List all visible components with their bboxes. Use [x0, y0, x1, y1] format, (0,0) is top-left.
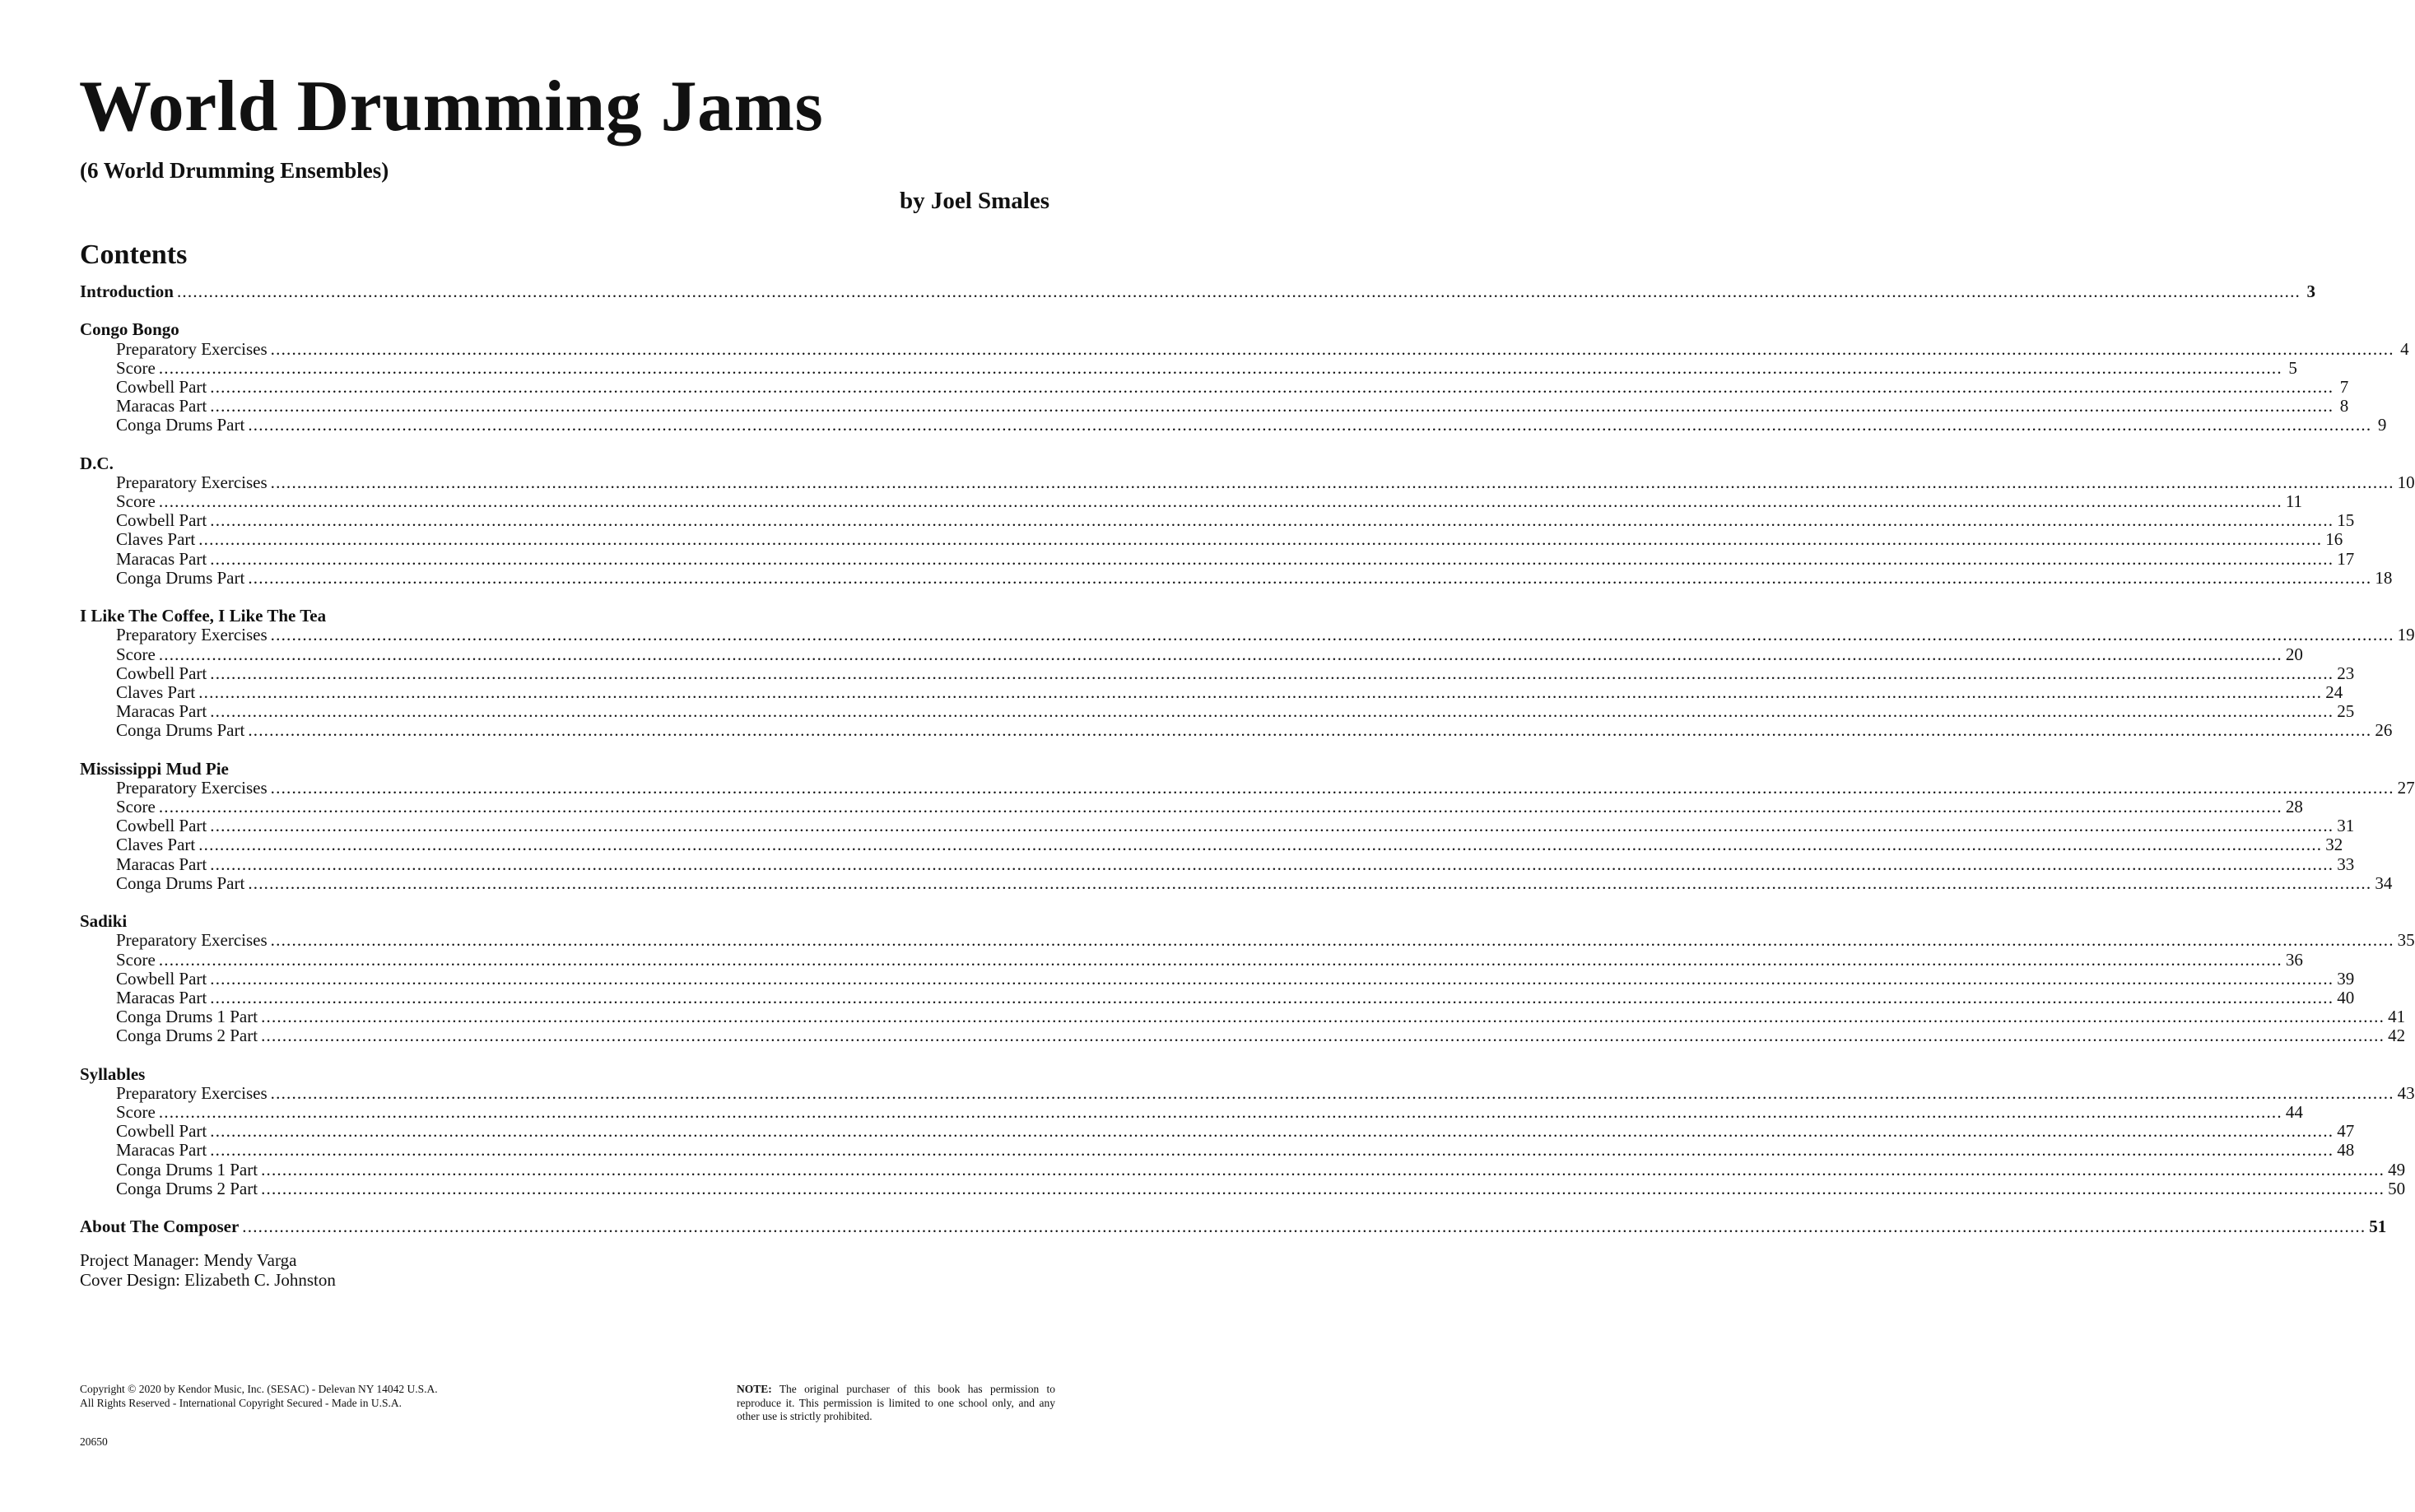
toc-entry-page: 17 — [2337, 548, 2355, 569]
toc-entry-page: 50 — [2388, 1178, 2406, 1198]
toc-leader-dots: ................................................................................................................................................................................................................................................................................................................................................................................................................ — [210, 854, 2334, 874]
toc-entry — [80, 1082, 2415, 1103]
toc-entry-label: Score — [116, 491, 156, 512]
toc-entry-label: Preparatory Exercises — [116, 338, 268, 359]
toc-entry — [80, 529, 2343, 550]
catalog-number: 20650 — [80, 1435, 108, 1448]
reproduction-note — [737, 1383, 1055, 1424]
toc-leader-dots: ................................................................................................................................................................................................................................................................................................................................................................................................................ — [210, 548, 2334, 569]
toc-entry-page: 36 — [2285, 949, 2303, 970]
toc-entry-page: 16 — [2325, 529, 2343, 550]
toc-leader-dots: ................................................................................................................................................................................................................................................................................................................................................................................................................ — [210, 1121, 2334, 1142]
toc-entry — [80, 338, 2409, 359]
toc-entry — [80, 1007, 2406, 1027]
toc-entry — [80, 987, 2355, 1007]
toc-entry — [80, 396, 2349, 416]
toc-leader-dots: ................................................................................................................................................................................................................................................................................................................................................................................................................ — [242, 1217, 2366, 1237]
toc-section-title: I Like The Coffee, I Like The Tea — [80, 606, 327, 626]
toc-leader-dots: ................................................................................................................................................................................................................................................................................................................................................................................................................ — [176, 281, 2301, 301]
page-title: World Drumming Jams — [79, 67, 824, 147]
toc-entry-page: 4 — [2400, 338, 2409, 359]
toc-entry-page: 43 — [2397, 1082, 2415, 1103]
note-label: NOTE: — [737, 1383, 772, 1395]
toc-entry — [80, 930, 2415, 951]
toc-entry-page: 19 — [2397, 625, 2415, 645]
toc-entry-label: Cowbell Part — [116, 1121, 207, 1142]
toc-entry-label: Preparatory Exercises — [116, 930, 268, 951]
toc-leader-dots: ................................................................................................................................................................................................................................................................................................................................................................................................................ — [210, 987, 2334, 1007]
toc-entry — [80, 548, 2355, 569]
toc-entry-page: 7 — [2339, 376, 2349, 397]
toc-entry-page: 34 — [2375, 872, 2393, 893]
toc-entry-label: Conga Drums 2 Part — [116, 1178, 258, 1198]
contents-heading: Contents — [80, 240, 188, 270]
toc-entry-label: Cowbell Part — [116, 376, 207, 397]
toc-entry-page: 20 — [2285, 644, 2303, 664]
toc-leader-dots: ................................................................................................................................................................................................................................................................................................................................................................................................................ — [158, 644, 2282, 664]
toc-entry — [80, 720, 2393, 741]
toc-entry-page: 40 — [2337, 987, 2355, 1007]
toc-entry-label: Preparatory Exercises — [116, 777, 268, 798]
toc-leader-dots: ................................................................................................................................................................................................................................................................................................................................................................................................................ — [270, 1082, 2394, 1103]
toc-leader-dots: ................................................................................................................................................................................................................................................................................................................................................................................................................ — [210, 701, 2334, 722]
toc-leader-dots: ................................................................................................................................................................................................................................................................................................................................................................................................................ — [270, 625, 2394, 645]
toc-entry — [80, 797, 2303, 817]
toc-entry-label: Introduction — [80, 281, 174, 301]
toc-leader-dots: ................................................................................................................................................................................................................................................................................................................................................................................................................ — [158, 491, 2282, 512]
toc-entry — [80, 701, 2355, 722]
toc-entry-page: 33 — [2337, 854, 2355, 874]
toc-entry-page: 10 — [2397, 472, 2415, 492]
toc-entry-label: Claves Part — [116, 835, 196, 855]
toc-entry-page: 18 — [2375, 567, 2393, 588]
toc-entry-label: Maracas Part — [116, 1140, 207, 1161]
toc-entry-label: Conga Drums Part — [116, 567, 245, 588]
toc-section — [80, 1063, 2415, 1198]
toc-entry — [80, 872, 2393, 893]
toc-entry — [80, 357, 2297, 378]
toc-entry-label: Conga Drums Part — [116, 872, 245, 893]
toc-entry-page: 28 — [2285, 797, 2303, 817]
toc-leader-dots: ................................................................................................................................................................................................................................................................................................................................................................................................................ — [210, 510, 2334, 531]
toc-section-title: Mississippi Mud Pie — [80, 758, 229, 779]
toc-section — [80, 758, 2415, 893]
toc-entry — [80, 415, 2387, 435]
toc-entry-page: 42 — [2388, 1026, 2406, 1046]
toc-entry-label: About The Composer — [80, 1217, 240, 1237]
toc-section-title: Congo Bongo — [80, 319, 179, 340]
author-byline: by Joel Smales — [899, 188, 1049, 214]
toc-section-title: Syllables — [80, 1063, 146, 1084]
toc-section — [80, 453, 2415, 588]
toc-section-title: Sadiki — [80, 911, 128, 932]
toc-sections — [80, 319, 2415, 1198]
toc-leader-dots: ................................................................................................................................................................................................................................................................................................................................................................................................................ — [158, 357, 2282, 378]
toc-entry-label: Score — [116, 644, 156, 664]
toc-entry-label: Maracas Part — [116, 701, 207, 722]
toc-entry-label: Score — [116, 1102, 156, 1123]
toc-entry-page: 5 — [2288, 357, 2297, 378]
toc-entry-page: 23 — [2337, 663, 2355, 683]
toc-leader-dots: ................................................................................................................................................................................................................................................................................................................................................................................................................ — [261, 1159, 2385, 1179]
table-of-contents — [80, 281, 2415, 1256]
toc-entry-page: 35 — [2397, 930, 2415, 951]
toc-entry — [80, 682, 2343, 702]
toc-about-composer — [80, 1217, 2387, 1237]
toc-entry — [80, 777, 2415, 798]
toc-leader-dots: ................................................................................................................................................................................................................................................................................................................................................................................................................ — [270, 777, 2394, 798]
toc-section-title: D.C. — [80, 453, 114, 473]
copyright-notice — [80, 1383, 438, 1410]
toc-entry-page: 48 — [2337, 1140, 2355, 1161]
toc-entry-page: 3 — [2306, 281, 2315, 301]
toc-leader-dots: ................................................................................................................................................................................................................................................................................................................................................................................................................ — [210, 968, 2334, 989]
toc-entry-page: 9 — [2377, 415, 2387, 435]
toc-entry-page: 51 — [2369, 1217, 2387, 1237]
rights-line: All Rights Reserved - International Copyright Secured - Made in U.S.A. — [80, 1396, 402, 1409]
toc-leader-dots: ................................................................................................................................................................................................................................................................................................................................................................................................................ — [261, 1178, 2385, 1198]
toc-entry-page: 8 — [2339, 396, 2349, 416]
toc-entry — [80, 1140, 2355, 1161]
copyright-line: Copyright © 2020 by Kendor Music, Inc. (SESAC) - Delevan NY 14042 U.S.A. — [80, 1383, 438, 1395]
toc-leader-dots: ................................................................................................................................................................................................................................................................................................................................................................................................................ — [158, 949, 2282, 970]
toc-entry-label: Conga Drums Part — [116, 720, 245, 741]
toc-entry-label: Cowbell Part — [116, 968, 207, 989]
toc-entry — [80, 567, 2393, 588]
toc-entry — [80, 835, 2343, 855]
toc-entry — [80, 663, 2355, 683]
toc-entry-label: Maracas Part — [116, 548, 207, 569]
toc-leader-dots: ................................................................................................................................................................................................................................................................................................................................................................................................................ — [248, 872, 2372, 893]
toc-entry — [80, 854, 2355, 874]
toc-entry-label: Maracas Part — [116, 987, 207, 1007]
toc-leader-dots: ................................................................................................................................................................................................................................................................................................................................................................................................................ — [158, 797, 2282, 817]
toc-entry-page: 26 — [2375, 720, 2393, 741]
toc-entry — [80, 1121, 2355, 1142]
toc-entry-label: Score — [116, 797, 156, 817]
toc-leader-dots: ................................................................................................................................................................................................................................................................................................................................................................................................................ — [261, 1026, 2385, 1046]
toc-entry-page: 25 — [2337, 701, 2355, 722]
toc-entry-label: Cowbell Part — [116, 816, 207, 836]
toc-entry — [80, 1178, 2406, 1198]
toc-section — [80, 911, 2415, 1046]
toc-entry — [80, 472, 2415, 492]
toc-entry-page: 32 — [2325, 835, 2343, 855]
toc-leader-dots: ................................................................................................................................................................................................................................................................................................................................................................................................................ — [198, 529, 2323, 550]
toc-entry-label: Preparatory Exercises — [116, 472, 268, 492]
toc-leader-dots: ................................................................................................................................................................................................................................................................................................................................................................................................................ — [270, 930, 2394, 951]
toc-leader-dots: ................................................................................................................................................................................................................................................................................................................................................................................................................ — [158, 1102, 2282, 1123]
toc-leader-dots: ................................................................................................................................................................................................................................................................................................................................................................................................................ — [261, 1007, 2385, 1027]
toc-entry-label: Conga Drums Part — [116, 415, 245, 435]
toc-entry-label: Conga Drums 1 Part — [116, 1159, 258, 1179]
toc-entry-label: Preparatory Exercises — [116, 625, 268, 645]
toc-entry-label: Score — [116, 357, 156, 378]
toc-entry-label: Maracas Part — [116, 396, 207, 416]
toc-leader-dots: ................................................................................................................................................................................................................................................................................................................................................................................................................ — [198, 682, 2323, 702]
project-manager-credit: Project Manager: Mendy Varga — [80, 1250, 297, 1270]
toc-entry-page: 31 — [2337, 816, 2355, 836]
toc-entry-label: Conga Drums 1 Part — [116, 1007, 258, 1027]
toc-entry — [80, 376, 2349, 397]
toc-leader-dots: ................................................................................................................................................................................................................................................................................................................................................................................................................ — [248, 720, 2372, 741]
credits — [80, 1251, 336, 1290]
toc-introduction — [80, 281, 2315, 301]
toc-entry-page: 47 — [2337, 1121, 2355, 1142]
toc-leader-dots: ................................................................................................................................................................................................................................................................................................................................................................................................................ — [210, 663, 2334, 683]
toc-entry — [80, 491, 2303, 512]
toc-entry — [80, 625, 2415, 645]
toc-entry-page: 39 — [2337, 968, 2355, 989]
toc-section — [80, 606, 2415, 741]
toc-entry — [80, 1026, 2406, 1046]
toc-leader-dots: ................................................................................................................................................................................................................................................................................................................................................................................................................ — [248, 415, 2372, 435]
toc-entry-label: Cowbell Part — [116, 510, 207, 531]
toc-entry — [80, 968, 2355, 989]
page-subtitle: (6 World Drumming Ensembles) — [80, 158, 389, 183]
toc-section — [80, 319, 2409, 435]
toc-entry-label: Cowbell Part — [116, 663, 207, 683]
toc-entry-label: Claves Part — [116, 529, 196, 550]
toc-entry-page: 49 — [2388, 1159, 2406, 1179]
toc-entry-page: 41 — [2388, 1007, 2406, 1027]
toc-entry-page: 27 — [2397, 777, 2415, 798]
toc-leader-dots: ................................................................................................................................................................................................................................................................................................................................................................................................................ — [270, 338, 2394, 359]
toc-entry-label: Preparatory Exercises — [116, 1082, 268, 1103]
toc-entry-label: Claves Part — [116, 682, 196, 702]
toc-leader-dots: ................................................................................................................................................................................................................................................................................................................................................................................................................ — [198, 835, 2323, 855]
toc-entry-label: Maracas Part — [116, 854, 207, 874]
toc-entry-page: 44 — [2285, 1102, 2303, 1123]
toc-entry-label: Conga Drums 2 Part — [116, 1026, 258, 1046]
toc-entry — [80, 510, 2355, 531]
toc-leader-dots: ................................................................................................................................................................................................................................................................................................................................................................................................................ — [270, 472, 2394, 492]
toc-entry-label: Score — [116, 949, 156, 970]
toc-leader-dots: ................................................................................................................................................................................................................................................................................................................................................................................................................ — [248, 567, 2372, 588]
toc-entry — [80, 644, 2303, 664]
toc-leader-dots: ................................................................................................................................................................................................................................................................................................................................................................................................................ — [210, 376, 2334, 397]
toc-entry-page: 11 — [2285, 491, 2303, 512]
toc-entry-page: 24 — [2325, 682, 2343, 702]
toc-leader-dots: ................................................................................................................................................................................................................................................................................................................................................................................................................ — [210, 1140, 2334, 1161]
toc-entry-page: 15 — [2337, 510, 2355, 531]
cover-design-credit: Cover Design: Elizabeth C. Johnston — [80, 1269, 336, 1290]
toc-entry — [80, 1102, 2303, 1123]
toc-leader-dots: ................................................................................................................................................................................................................................................................................................................................................................................................................ — [210, 396, 2334, 416]
toc-entry — [80, 1159, 2406, 1179]
toc-leader-dots: ................................................................................................................................................................................................................................................................................................................................................................................................................ — [210, 816, 2334, 836]
toc-entry — [80, 816, 2355, 836]
note-text: The original purchaser of this book has permission to reproduce it. This permission is limited to one school only, and any other use is strictly prohibited. — [737, 1383, 1055, 1422]
toc-entry — [80, 949, 2303, 970]
